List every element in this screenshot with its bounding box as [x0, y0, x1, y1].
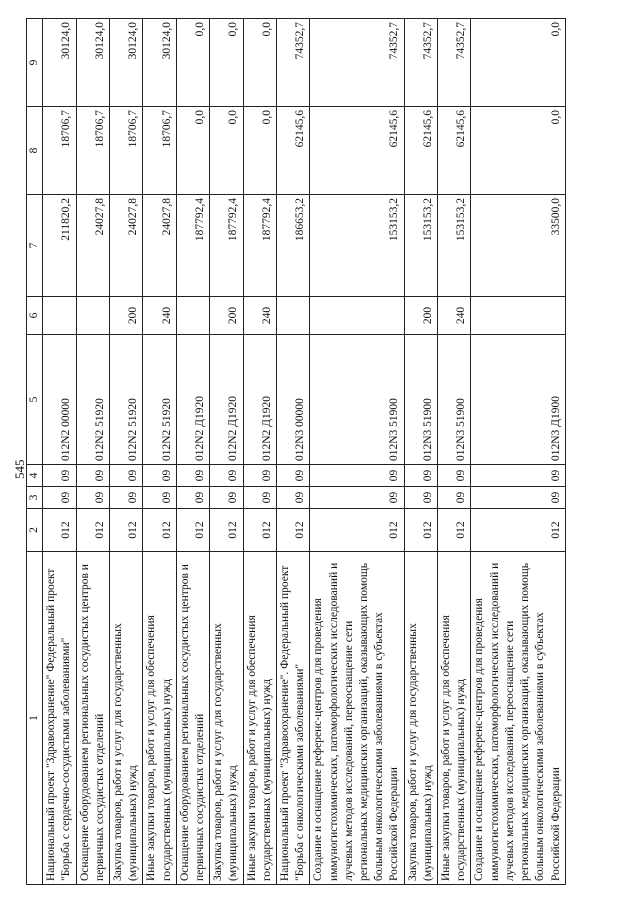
cell-csr: 012N3 00000 [277, 335, 310, 465]
cell-name: Закупка товаров, работ и услуг для государственных (муниципальных) нужд [210, 552, 243, 885]
cell-pr: 09 [143, 465, 176, 487]
cell-v7: 187792,4 [243, 195, 276, 297]
cell-vr [471, 297, 565, 335]
cell-rz: 09 [143, 487, 176, 509]
cell-ved: 012 [210, 509, 243, 552]
cell-v8: 62145,6 [277, 107, 310, 195]
cell-name: Иные закупки товаров, работ и услуг для обеспечения государственных (муниципальных) нужд [438, 552, 471, 885]
cell-pr: 09 [404, 465, 437, 487]
cell-name: Национальный проект "Здравоохранение" Федеральный проект "Борьба с сердечно-сосудистыми заболеваниями" [43, 552, 76, 885]
header-cell: 4 [27, 465, 43, 487]
cell-ved: 012 [43, 509, 76, 552]
cell-v9: 0,0 [243, 19, 276, 107]
cell-v8: 0,0 [210, 107, 243, 195]
cell-v9: 74352,7 [438, 19, 471, 107]
cell-v7: 24027,8 [76, 195, 109, 297]
cell-v8: 62145,6 [310, 107, 404, 195]
cell-v9: 74352,7 [277, 19, 310, 107]
cell-v8: 18706,7 [43, 107, 76, 195]
budget-table [26, 18, 566, 885]
table-row [243, 19, 276, 885]
cell-v8: 0,0 [243, 107, 276, 195]
cell-pr: 09 [210, 465, 243, 487]
cell-v8: 18706,7 [143, 107, 176, 195]
cell-csr: 012N2 51920 [143, 335, 176, 465]
cell-v7: 153153,2 [310, 195, 404, 297]
cell-pr: 09 [176, 465, 209, 487]
header-cell: 9 [27, 19, 43, 107]
cell-v7: 187792,4 [210, 195, 243, 297]
cell-v7: 24027,8 [143, 195, 176, 297]
cell-name: Закупка товаров, работ и услуг для государственных (муниципальных) нужд [110, 552, 143, 885]
cell-v8: 62145,6 [404, 107, 437, 195]
table-row [404, 19, 437, 885]
cell-pr: 09 [310, 465, 404, 487]
cell-ved: 012 [243, 509, 276, 552]
header-cell: 7 [27, 195, 43, 297]
page-number: 545 [12, 459, 27, 479]
cell-name: Оснащение оборудованием региональных сосудистых центров и первичных сосудистых отделений [76, 552, 109, 885]
cell-ved: 012 [143, 509, 176, 552]
cell-v8: 18706,7 [76, 107, 109, 195]
cell-v9: 0,0 [176, 19, 209, 107]
cell-name: Закупка товаров, работ и услуг для государственных (муниципальных) нужд [404, 552, 437, 885]
cell-pr: 09 [277, 465, 310, 487]
cell-v8: 0,0 [176, 107, 209, 195]
cell-vr [310, 297, 404, 335]
cell-v7: 186653,2 [277, 195, 310, 297]
cell-v8: 0,0 [471, 107, 565, 195]
cell-csr: 012N2 Д1920 [243, 335, 276, 465]
cell-rz: 09 [210, 487, 243, 509]
cell-rz: 09 [110, 487, 143, 509]
cell-v9: 30124,0 [76, 19, 109, 107]
cell-rz: 09 [277, 487, 310, 509]
cell-name: Иные закупки товаров, работ и услуг для обеспечения государственных (муниципальных) нужд [243, 552, 276, 885]
cell-pr: 09 [110, 465, 143, 487]
cell-vr: 240 [143, 297, 176, 335]
table-row [438, 19, 471, 885]
cell-name: Оснащение оборудованием региональных сосудистых центров и первичных сосудистых отделений [176, 552, 209, 885]
cell-vr: 240 [438, 297, 471, 335]
header-cell: 8 [27, 107, 43, 195]
cell-v9: 74352,7 [404, 19, 437, 107]
cell-csr: 012N2 51920 [76, 335, 109, 465]
cell-ved: 012 [404, 509, 437, 552]
table-row [310, 19, 404, 885]
cell-rz: 09 [243, 487, 276, 509]
table-row [76, 19, 109, 885]
cell-pr: 09 [438, 465, 471, 487]
table-row [210, 19, 243, 885]
cell-v9: 30124,0 [143, 19, 176, 107]
cell-ved: 012 [310, 509, 404, 552]
cell-vr [176, 297, 209, 335]
cell-v9: 74352,7 [310, 19, 404, 107]
cell-csr: 012N3 51900 [404, 335, 437, 465]
cell-v9: 0,0 [210, 19, 243, 107]
cell-v7: 33500,0 [471, 195, 565, 297]
cell-ved: 012 [76, 509, 109, 552]
cell-csr: 012N3 Д1900 [471, 335, 565, 465]
cell-vr [277, 297, 310, 335]
cell-csr: 012N2 Д1920 [176, 335, 209, 465]
cell-ved: 012 [471, 509, 565, 552]
cell-csr: 012N3 51900 [310, 335, 404, 465]
cell-csr: 012N2 51920 [110, 335, 143, 465]
header-cell: 1 [27, 552, 43, 885]
table-row [277, 19, 310, 885]
cell-v7: 153153,2 [404, 195, 437, 297]
cell-ved: 012 [176, 509, 209, 552]
table-row [471, 19, 565, 885]
cell-vr [76, 297, 109, 335]
cell-rz: 09 [471, 487, 565, 509]
cell-ved: 012 [110, 509, 143, 552]
cell-v7: 187792,4 [176, 195, 209, 297]
cell-v9: 30124,0 [43, 19, 76, 107]
cell-csr: 012N3 51900 [438, 335, 471, 465]
cell-v8: 18706,7 [110, 107, 143, 195]
cell-csr: 012N2 Д1920 [210, 335, 243, 465]
cell-pr: 09 [76, 465, 109, 487]
table-row [143, 19, 176, 885]
table-row [43, 19, 76, 885]
cell-vr: 240 [243, 297, 276, 335]
table-row [110, 19, 143, 885]
cell-rz: 09 [438, 487, 471, 509]
table-row [176, 19, 209, 885]
cell-pr: 09 [243, 465, 276, 487]
cell-csr: 012N2 00000 [43, 335, 76, 465]
cell-vr [43, 297, 76, 335]
cell-vr: 200 [404, 297, 437, 335]
cell-rz: 09 [404, 487, 437, 509]
header-cell: 5 [27, 335, 43, 465]
cell-name: Создание и оснащение референс-центров для проведения иммуногистохимических, патоморфологических исследований и лучевых методов исследований, переоснащение сети региональных медицинских организаций, оказывающих помощь больным онкологическими заболеваниями в субъектах Российской Федерации [310, 552, 404, 885]
cell-rz: 09 [43, 487, 76, 509]
cell-pr: 09 [471, 465, 565, 487]
cell-rz: 09 [76, 487, 109, 509]
cell-ved: 012 [277, 509, 310, 552]
cell-v9: 0,0 [471, 19, 565, 107]
cell-rz: 09 [310, 487, 404, 509]
cell-pr: 09 [43, 465, 76, 487]
header-row [27, 19, 43, 885]
cell-v7: 211820,2 [43, 195, 76, 297]
cell-vr: 200 [210, 297, 243, 335]
cell-vr: 200 [110, 297, 143, 335]
cell-v7: 24027,8 [110, 195, 143, 297]
header-cell: 6 [27, 297, 43, 335]
cell-name: Иные закупки товаров, работ и услуг для обеспечения государственных (муниципальных) нужд [143, 552, 176, 885]
cell-v8: 62145,6 [438, 107, 471, 195]
cell-name: Национальный проект "Здравоохранение". Федеральный проект "Борьба с онкологическими заболеваниями" [277, 552, 310, 885]
cell-name: Создание и оснащение референс-центров для проведения иммуногистохимических, патоморфологических исследований и лучевых методов исследований, переоснащение сети региональных медицинских организаций, оказывающих помощь больным онкологическими заболеваниями в субъектах Российской Федерации [471, 552, 565, 885]
header-cell: 3 [27, 487, 43, 509]
cell-v7: 153153,2 [438, 195, 471, 297]
cell-rz: 09 [176, 487, 209, 509]
cell-ved: 012 [438, 509, 471, 552]
cell-v9: 30124,0 [110, 19, 143, 107]
header-cell: 2 [27, 509, 43, 552]
